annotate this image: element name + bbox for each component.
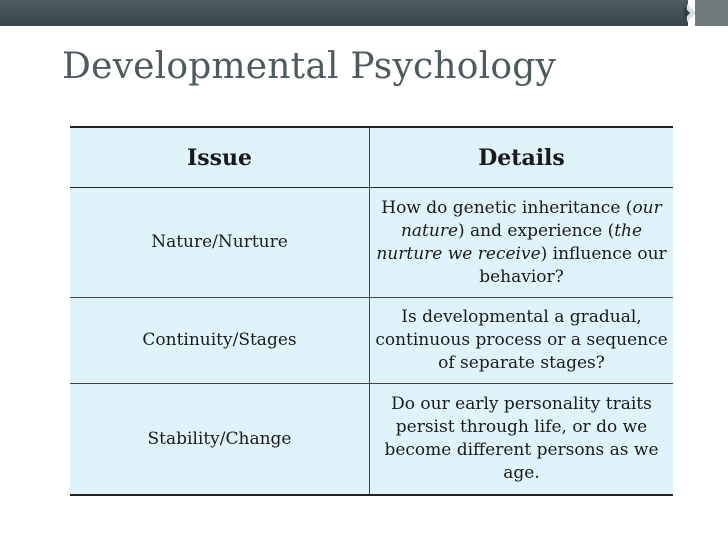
slide-title: Developmental Psychology <box>62 46 557 87</box>
top-bar-arrow-inner <box>684 7 690 19</box>
table-header-row <box>70 126 673 188</box>
table-row <box>70 188 673 298</box>
issue-cell: Continuity/Stages <box>70 298 370 383</box>
top-bar-right-block <box>695 0 728 26</box>
details-italic-nurture: the nurture we receive <box>376 220 643 264</box>
details-cell <box>370 188 673 297</box>
issues-table <box>70 126 673 496</box>
issue-cell: Stability/Change <box>70 384 370 494</box>
details-italic-our-nature: our nature <box>400 197 662 241</box>
issue-cell: Nature/Nurture <box>70 188 370 297</box>
header-details: Details <box>370 128 673 187</box>
header-issue: Issue <box>70 128 370 187</box>
details-text-part: How do genetic inheritance ( <box>381 197 633 218</box>
table-row <box>70 384 673 496</box>
top-decorative-bar <box>0 0 688 26</box>
details-cell: Is developmental a gradual, continuous process or a sequence of separate stages? <box>370 298 673 383</box>
table-row <box>70 298 673 384</box>
details-text-part: ) influence our behavior? <box>479 243 667 287</box>
details-text <box>372 197 671 289</box>
details-cell: Do our early personality traits persist through life, or do we become different persons as we age. <box>370 384 673 494</box>
details-text-part: ) and experience ( <box>458 220 615 241</box>
